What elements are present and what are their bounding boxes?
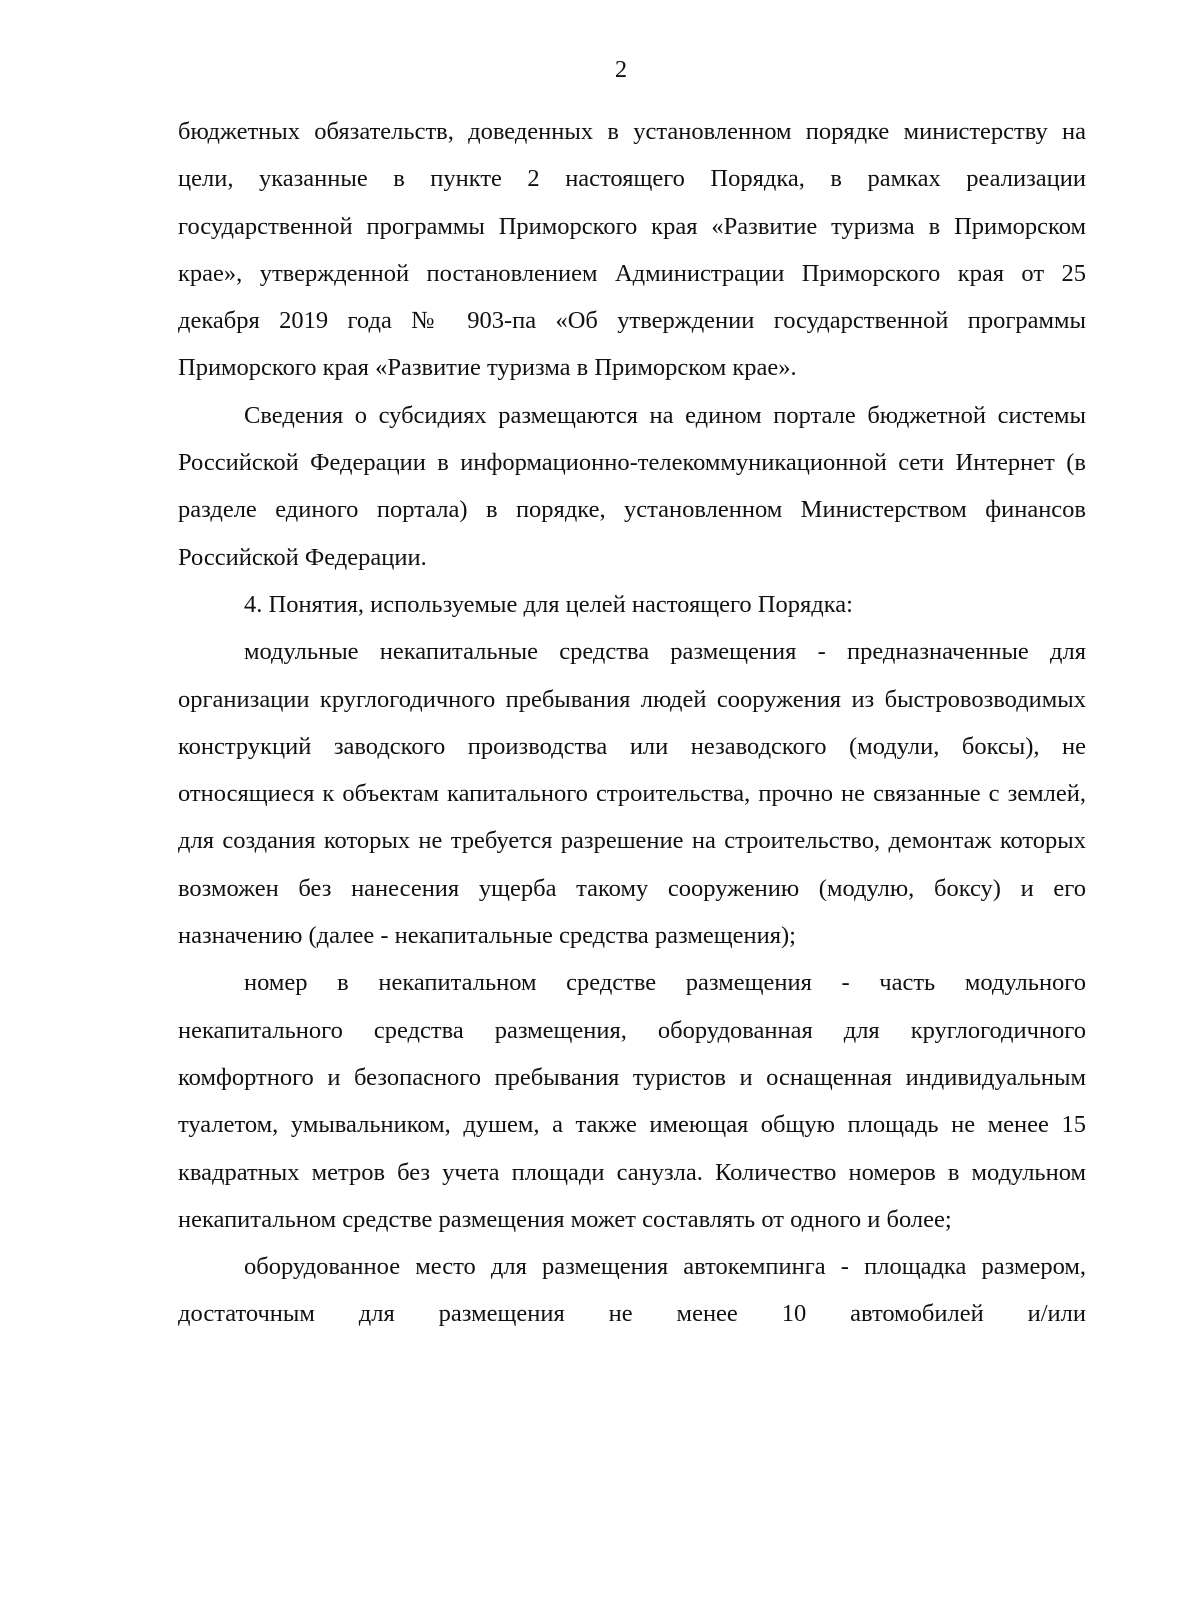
- page-number: 2: [614, 56, 628, 83]
- paragraph-definitions-heading: 4. Понятия, используемые для целей настоящего Порядка:: [244, 590, 853, 618]
- paragraph-subsidy-info: Сведения о субсидиях размещаются на едином портале бюджетной системы Российской Федерации в информационно-телекоммуникационной сети Интернет (в разделе единого портала) в порядке, установленном Министерством финансов Российской Федерации.: [178, 401, 1086, 571]
- paragraph-modular-facilities: модульные некапитальные средства размещения - предназначенные для организации круглогодичного пребывания людей сооружения из быстровозводимых конструкций заводского производства или незаводского (модули, боксы), не относящиеся к объектам капитального строительства, прочно не связанные с землей, для создания которых не требуется разрешение на строительство, демонтаж которых возможен без нанесения ущерба такому сооружению (модулю, боксу) и его назначению (далее - некапитальные средства размещения);: [178, 638, 1086, 950]
- page-bottom-margin: [0, 1520, 1200, 1607]
- paragraph-autocamping: оборудованное место для размещения автокемпинга - площадка размером, достаточным для размещения не менее 10 автомобилей и/или: [178, 1253, 1086, 1328]
- paragraph-room-definition: номер в некапитальном средстве размещения - часть модульного некапитального средства размещения, оборудованная для круглогодичного комфортного и безопасного пребывания туристов и оснащенная индивидуальным туалетом, умывальником, душем, а также имеющая общую площадь не менее 15 квадратных метров без учета площади санузла. Количество номеров в модульном некапитальном средстве размещения может составлять от одного и более;: [178, 969, 1086, 1233]
- paragraph-budget-obligations: бюджетных обязательств, доведенных в установленном порядке министерству на цели, указанные в пункте 2 настоящего Порядка, в рамках реализации государственной программы Приморского края «Развитие туризма в Приморском крае», утвержденной постановлением Администрации Приморского края от 25 декабря 2019 года № 903-па «Об утверждении государственной программы Приморского края «Развитие туризма в Приморском крае».: [178, 118, 1086, 382]
- document-body: [178, 108, 1086, 1338]
